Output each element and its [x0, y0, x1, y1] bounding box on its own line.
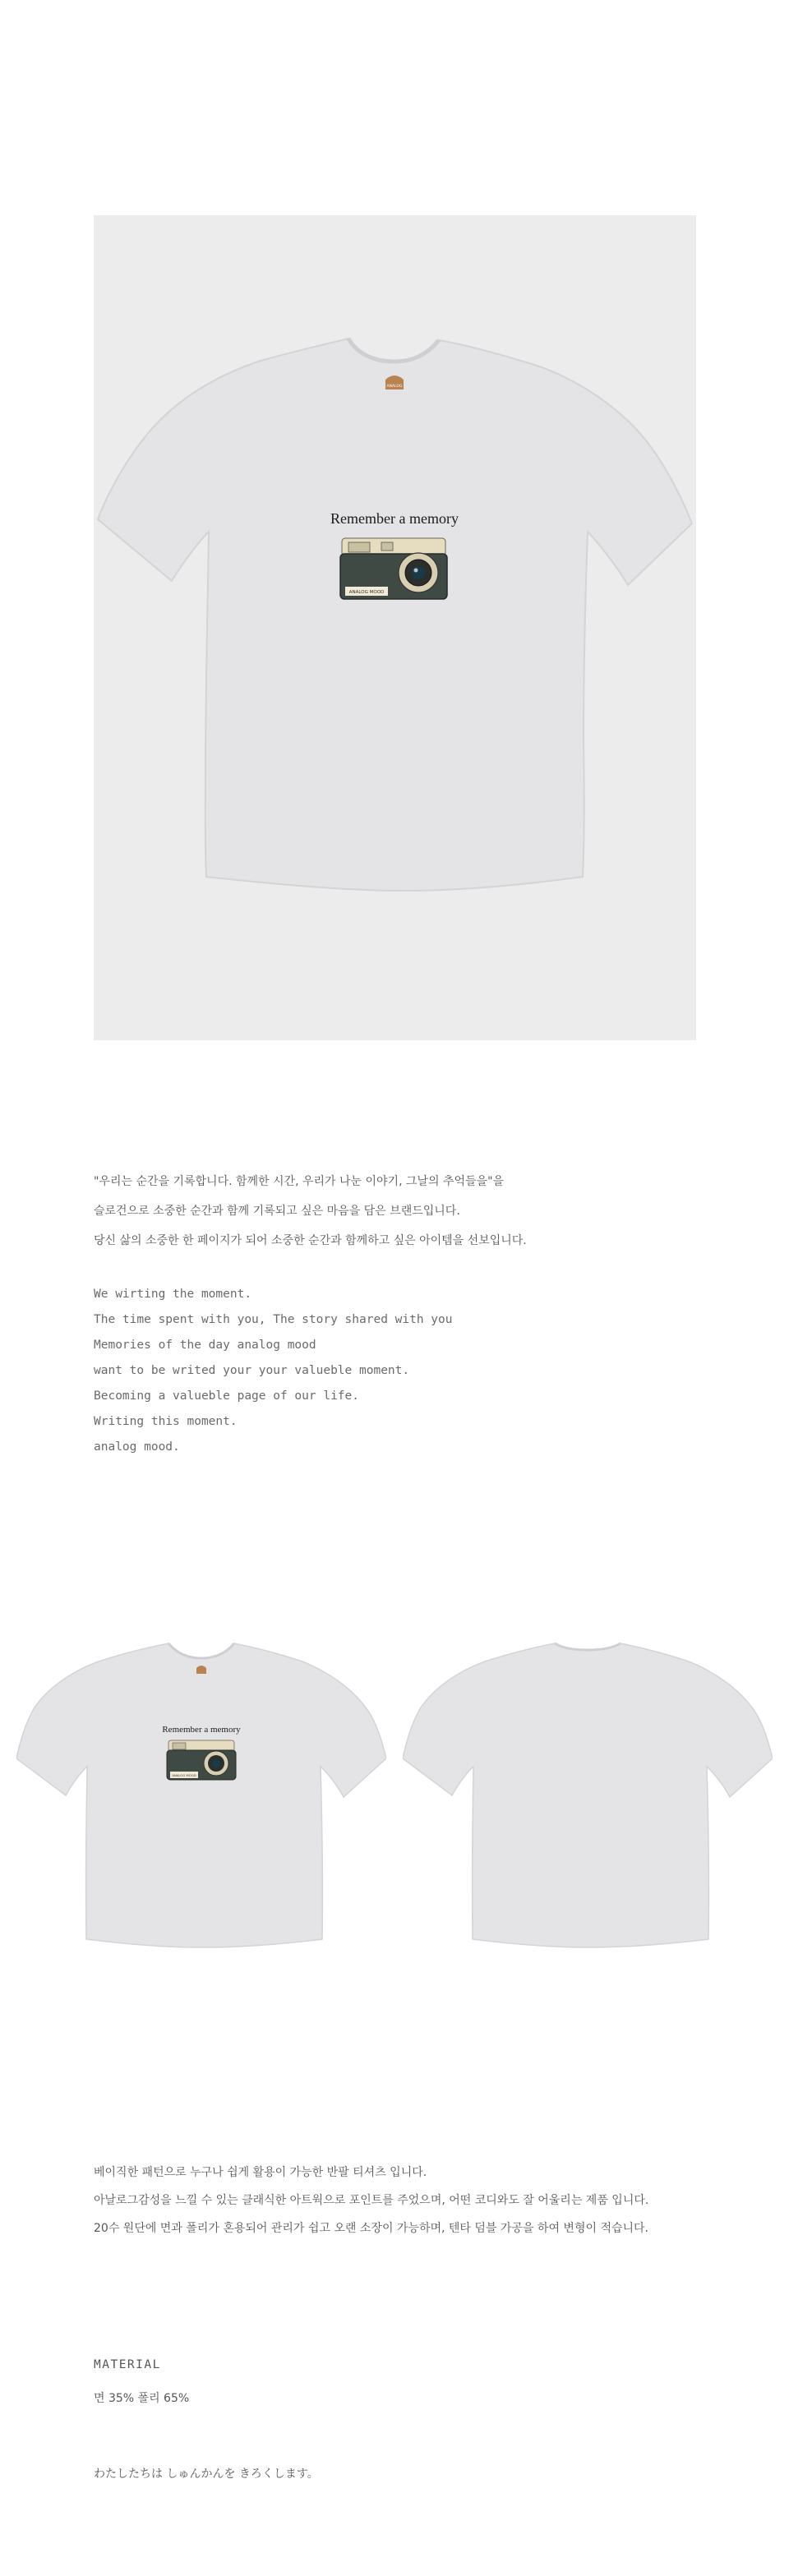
svg-text:ANALOG: ANALOG — [386, 385, 403, 389]
tshirt-front-view — [16, 1635, 386, 1964]
intro-korean-line: 슬로건으로 소중한 순간과 함께 기록되고 싶은 마음을 담은 브랜드입니다. — [94, 1205, 460, 1218]
front-camera-graphic — [167, 1740, 236, 1780]
intro-english-line: Writing this moment. — [94, 1415, 238, 1428]
product-front-back-views — [0, 1635, 789, 1980]
intro-english-line: want to be writed your your valueble moment. — [94, 1364, 410, 1377]
intro-english-line: Memories of the day analog mood — [94, 1339, 316, 1352]
intro-korean-line: "우리는 순간을 기록합니다. 함께한 시간, 우리가 나눈 이야기, 그날의 추억들을"을 — [94, 1175, 505, 1188]
print-text: Remember a memory — [330, 510, 459, 527]
footer-tagline: わたしたちは しゅんかんを きろくします。 — [94, 2468, 319, 2481]
description-line: 20수 원단에 면과 폴리가 혼용되어 관리가 쉽고 오랜 소장이 가능하며, 텐타 덤블 가공을 하여 변형이 적습니다. — [94, 2222, 648, 2235]
front-print-text: Remember a memory — [162, 1725, 241, 1735]
material-title: MATERIAL — [94, 2358, 161, 2371]
intro-korean-line: 당신 삶의 소중한 한 페이지가 되어 소중한 순간과 함께하고 싶은 아이템을 선보입니다. — [94, 1234, 527, 1247]
hero-product-image — [94, 215, 696, 1040]
material-composition: 면 35% 폴리 65% — [94, 2392, 190, 2405]
brand-intro-korean — [94, 1167, 527, 1256]
brand-intro-english — [94, 1282, 453, 1460]
description-line: 베이직한 패턴으로 누구나 쉽게 활용이 가능한 반팔 티셔츠 입니다. — [94, 2166, 427, 2179]
tshirt-back-view — [403, 1635, 773, 1964]
description-line: 아날로그감성을 느낄 수 있는 클래식한 아트웍으로 포인트를 주었으며, 어떤 코디와도 잘 어울리는 제품 입니다. — [94, 2194, 649, 2207]
svg-text:ANALOG MOOD: ANALOG MOOD — [348, 590, 385, 595]
tshirt-front-illustration — [94, 215, 696, 1040]
product-description — [94, 2159, 648, 2242]
intro-english-line: We wirting the moment. — [94, 1288, 252, 1301]
intro-english-line: Becoming a valueble page of our life. — [94, 1389, 360, 1403]
svg-text:ANALOG MOOD: ANALOG MOOD — [172, 1773, 196, 1777]
camera-graphic — [340, 538, 447, 599]
neck-logo — [385, 376, 404, 389]
intro-english-line: analog mood. — [94, 1440, 180, 1454]
intro-english-line: The time spent with you, The story shared with you — [94, 1313, 453, 1326]
